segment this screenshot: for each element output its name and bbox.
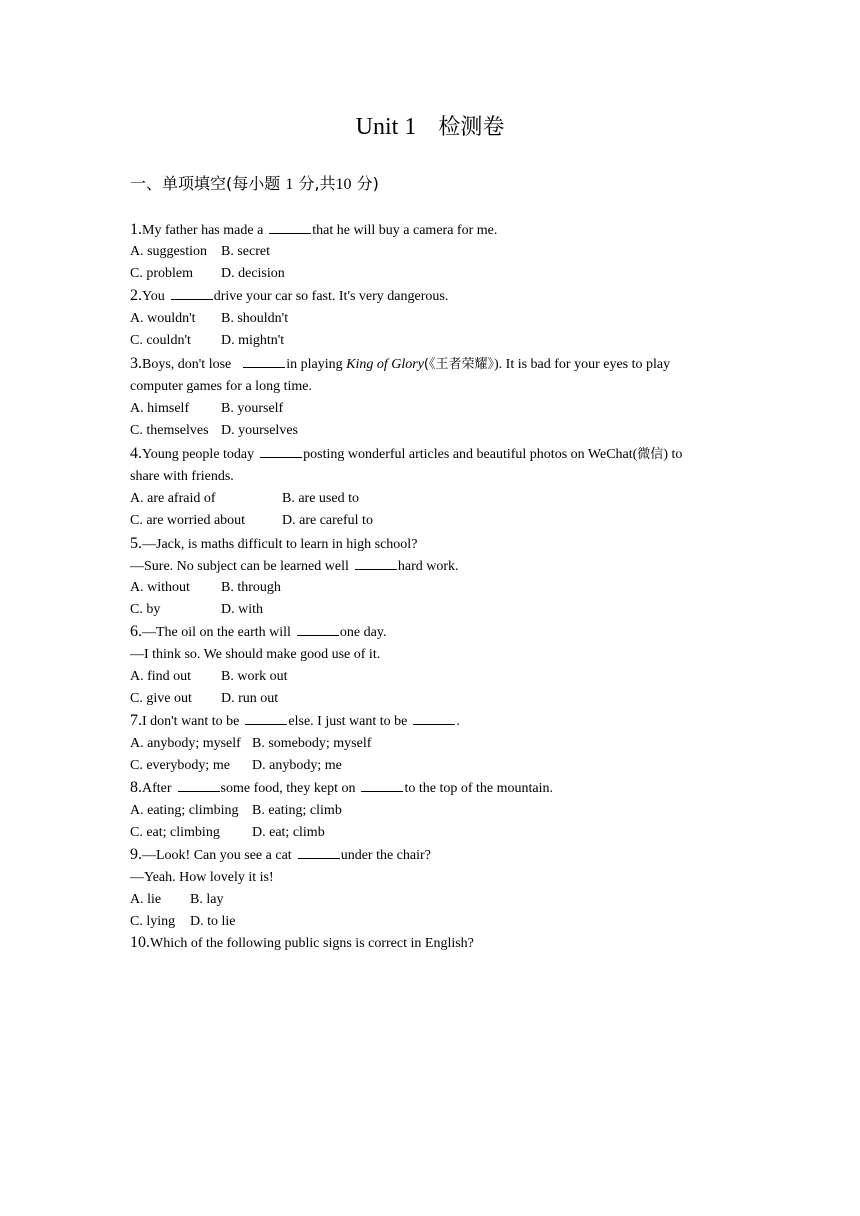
option-d[interactable]: D. are careful to [282,513,373,528]
option-d[interactable]: D. yourselves [221,423,298,438]
option-c[interactable]: C. problem [130,266,193,281]
options-row [130,490,359,508]
option-b[interactable]: B. lay [190,892,224,907]
option-c[interactable]: C. themselves [130,423,209,438]
answer-blank[interactable] [243,355,285,368]
option-d[interactable]: D. with [221,602,263,617]
option-a[interactable]: A. himself [130,401,190,416]
answer-blank[interactable] [245,712,287,725]
option-b[interactable]: B. are used to [282,491,359,506]
options-row [130,310,288,328]
option-c[interactable]: C. by [130,602,161,617]
option-b[interactable]: B. secret [221,244,270,259]
options-row [130,601,263,619]
answer-blank[interactable] [355,557,397,570]
page-title [0,112,860,143]
options-row [130,422,298,440]
answer-blank[interactable] [297,623,339,636]
options-row [130,757,342,775]
option-d[interactable]: D. decision [221,266,285,281]
question-5-continued: —Sure. No subject can be learned well hard work. [130,559,459,574]
option-c[interactable]: C. couldn't [130,333,191,348]
options-row [130,400,283,418]
options-row [130,802,342,820]
question-6: 6.—The oil on the earth will one day. [130,623,387,640]
option-b[interactable]: B. shouldn't [221,311,289,326]
options-row [130,512,373,530]
option-b[interactable]: B. through [221,580,281,595]
options-row [130,579,281,597]
option-c[interactable]: C. eat; climbing [130,825,220,840]
option-a[interactable]: A. wouldn't [130,311,196,326]
question-9-continued: —Yeah. How lovely it is! [130,870,274,885]
option-d[interactable]: D. eat; climb [252,825,325,840]
question-4-continued: share with friends. [130,469,234,484]
option-a[interactable]: A. anybody; myself [130,736,241,751]
options-row [130,824,325,842]
question-5: 5.—Jack, is maths difficult to learn in high school? [130,535,418,552]
title-sub: 检测卷 [438,115,505,140]
answer-blank[interactable] [260,445,302,458]
question-7: 7.I don't want to be else. I just want to be . [130,712,460,729]
title-unit: Unit 1 [355,114,417,140]
answer-blank[interactable] [171,287,213,300]
question-3: 3.Boys, don't lose in playing King of Glory(《王者荣耀》). It is bad for your eyes to play [130,355,671,372]
option-b[interactable]: B. work out [221,669,288,684]
options-row [130,891,223,909]
answer-blank[interactable] [361,779,403,792]
options-row [130,668,288,686]
answer-blank[interactable] [178,779,220,792]
option-a[interactable]: A. are afraid of [130,491,216,506]
question-9: 9.—Look! Can you see a cat under the chair? [130,846,431,863]
option-d[interactable]: D. to lie [190,914,236,929]
question-6-continued: —I think so. We should make good use of it. [130,647,381,662]
options-row [130,243,270,261]
options-row [130,913,236,931]
question-2: 2.You drive your car so fast. It's very dangerous. [130,287,449,304]
answer-blank[interactable] [298,846,340,859]
answer-blank[interactable] [413,712,455,725]
option-a[interactable]: A. find out [130,669,192,684]
option-a[interactable]: A. lie [130,892,162,907]
options-row [130,690,278,708]
option-a[interactable]: A. eating; climbing [130,803,239,818]
option-a[interactable]: A. suggestion [130,244,207,259]
option-c[interactable]: C. lying [130,914,176,929]
question-10: 10.Which of the following public signs is correct in English? [130,934,474,951]
option-d[interactable]: D. run out [221,691,279,706]
options-row [130,265,285,283]
options-row [130,735,371,753]
option-c[interactable]: C. are worried about [130,513,246,528]
question-3-continued: computer games for a long time. [130,379,312,394]
option-b[interactable]: B. eating; climb [252,803,342,818]
question-4: 4.Young people today posting wonderful articles and beautiful photos on WeChat(微信) to [130,445,683,462]
question-8: 8.After some food, they kept on to the top of the mountain. [130,779,553,796]
option-b[interactable]: B. yourself [221,401,284,416]
question-1: 1.My father has made a that he will buy a camera for me. [130,221,498,238]
option-b[interactable]: B. somebody; myself [252,736,372,751]
section-heading: 一、单项填空(每小题 1 分,共10 分) [130,174,379,193]
option-d[interactable]: D. anybody; me [252,758,342,773]
option-c[interactable]: C. give out [130,691,192,706]
option-c[interactable]: C. everybody; me [130,758,230,773]
option-a[interactable]: A. without [130,580,190,595]
options-row [130,332,284,350]
option-d[interactable]: D. mightn't [221,333,285,348]
answer-blank[interactable] [269,221,311,234]
